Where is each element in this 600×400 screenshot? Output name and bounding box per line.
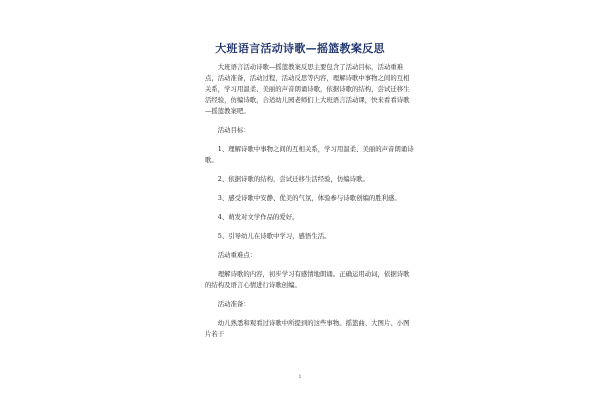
- goal-item-3: 3、感受诗歌中安静、优美的气氛，体验参与诗歌创编的胜利感。: [217, 194, 401, 202]
- document-title: 大班语言活动诗歌—摇篮教案反思: [215, 42, 385, 55]
- key-points-paragraph: 理解诗歌的内容，初步学习有感情地朗诵。正确运用动词，依据诗歌的结构及语言心情进行诗歌创编。: [205, 270, 410, 289]
- prep-heading: 活动准备：: [217, 300, 250, 308]
- document-body: [205, 62, 415, 348]
- intro-paragraph: 大班语言活动诗歌—摇篮教案反思主要包含了活动目标，活动重难点，活动准备，活动过程，活动反思等内容，理解诗歌中事物之间的互相关系，学习用温柔、美丽的声音朗诵诗歌，依据诗歌的结构，尝试迁移生活经验，仿编诗歌，合适幼儿园老师们上大班语言活动课，快来看看诗歌—摇篮教案吧。: [205, 63, 410, 115]
- page-number: 1: [298, 374, 302, 380]
- key-points-heading: 活动重难点：: [217, 251, 257, 259]
- goal-item-1: 1、理解诗歌中事物之间的互相关系，学习用温柔、美丽的声音朗诵诗歌。: [205, 145, 414, 164]
- goals-heading: 活动目标：: [217, 126, 250, 134]
- goal-item-5: 5、引导幼儿在诗歌中学习，感悟生活。: [217, 232, 331, 240]
- goal-item-2: 2、依据诗歌的结构，尝试迁移生活经验，仿编诗歌。: [217, 175, 369, 183]
- prep-paragraph: 幼儿熟悉和观看过诗歌中所提到的这些事物。摇篮曲、大图片、小图片若干: [205, 319, 410, 338]
- goal-item-4: 4、萌发对文学作品的爱好。: [217, 213, 299, 221]
